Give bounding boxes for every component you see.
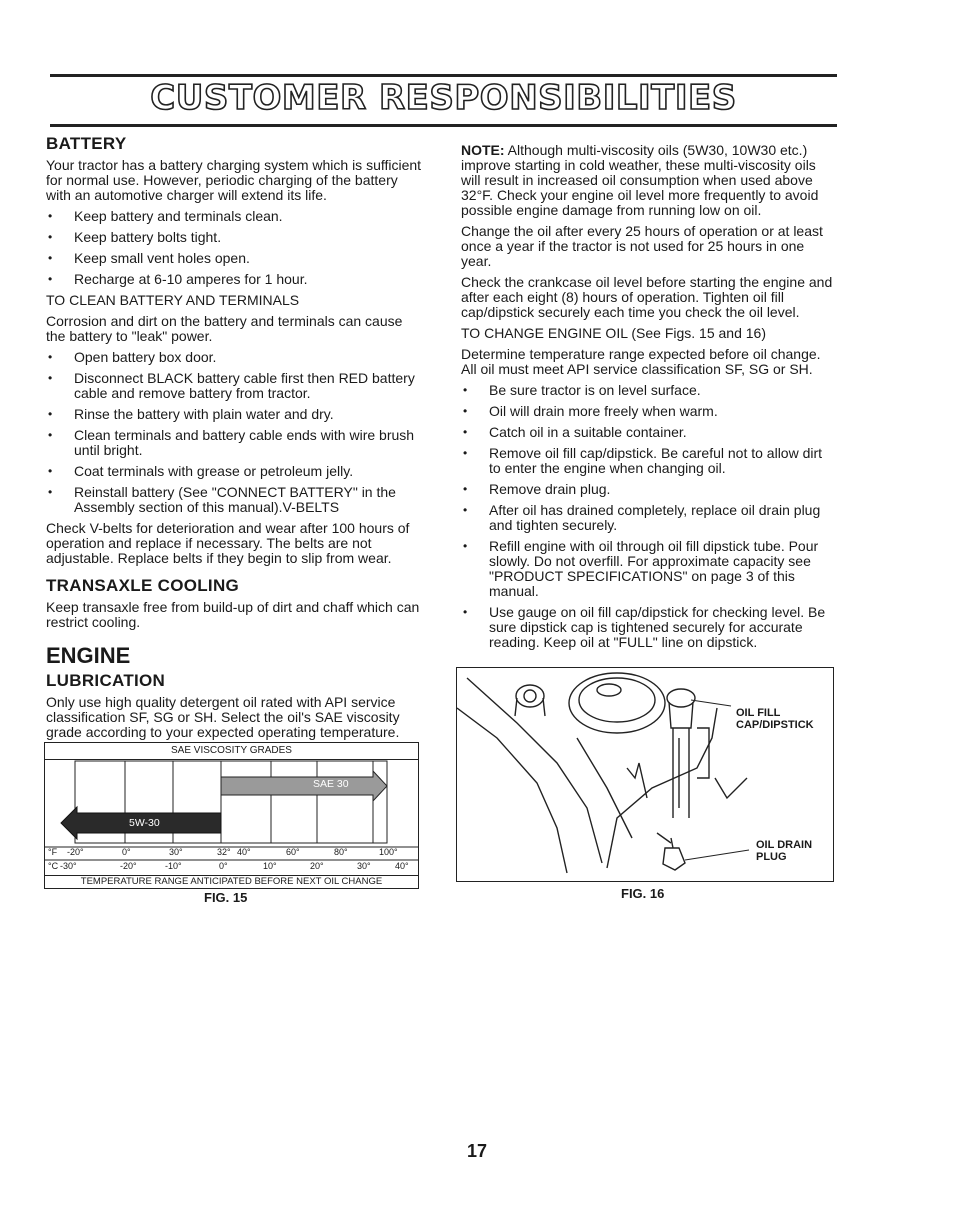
transaxle-heading: TRANSAXLE COOLING [46, 576, 240, 595]
right-column [461, 143, 837, 656]
sae30-bar [221, 771, 387, 801]
lubrication-text: Only use high quality detergent oil rated with API service classification SF, SG or SH. Select the oil's SAE viscosity grade according to your expected operating temperature. [46, 694, 400, 740]
f-tick: 80° [334, 847, 348, 857]
list-item: • Rinse the battery with plain water and dry. [46, 407, 424, 422]
oil-drain-label-line2: PLUG [756, 851, 787, 863]
celsius-unit: °C [48, 861, 59, 871]
list-item: • Keep small vent holes open. [46, 251, 424, 266]
list-item: • Recharge at 6-10 amperes for 1 hour. [46, 272, 424, 287]
left-column [46, 136, 424, 746]
f-tick: 0° [122, 847, 131, 857]
chart-header: SAE VISCOSITY GRADES [45, 743, 418, 760]
note-paragraph [461, 143, 837, 218]
battery-bullets [46, 209, 424, 287]
battery-heading: BATTERY [46, 134, 127, 153]
oil-drain-label [756, 839, 812, 863]
list-item: • Use gauge on oil fill cap/dipstick for checking level. Be sure dipstick cap is tightened securely for accurate reading. Keep oil at "FULL" line on dipstick. [461, 605, 837, 650]
fahrenheit-unit: °F [48, 847, 58, 857]
fig16-caption: FIG. 16 [621, 886, 665, 901]
page-number: 17 [466, 1141, 488, 1161]
c-tick: -10° [165, 861, 182, 871]
list-item: • Remove drain plug. [461, 482, 837, 497]
f-tick: 32° [217, 847, 231, 857]
list-item: • Be sure tractor is on level surface. [461, 383, 837, 398]
note-label: NOTE: [461, 142, 505, 158]
lubrication-heading: LUBRICATION [46, 671, 166, 690]
list-item: • Oil will drain more freely when warm. [461, 404, 837, 419]
f-tick: 100° [379, 847, 398, 857]
f-tick: -20° [67, 847, 84, 857]
list-item: • Reinstall battery (See "CONNECT BATTERY" in the Assembly section of this manual).V-BELTS [46, 485, 424, 515]
clean-heading: TO CLEAN BATTERY AND TERMINALS [46, 292, 300, 308]
engine-oil-figure [456, 667, 834, 882]
f-tick: 40° [237, 847, 251, 857]
vbelts-text: Check V-belts for deterioration and wear after 100 hours of operation and replace if necessary. The belts are not adjustable. Replace belts if they begin to slip from wear. [46, 520, 410, 566]
list-item: • Catch oil in a suitable container. [461, 425, 837, 440]
oil-fill-label-line1: OIL FILL [736, 707, 781, 719]
c-tick: 10° [263, 861, 277, 871]
list-item: • Remove oil fill cap/dipstick. Be careful not to allow dirt to enter the engine when changing oil. [461, 446, 837, 476]
5w30-label: 5W-30 [129, 817, 160, 829]
viscosity-chart [44, 742, 419, 889]
oil-fill-label-line2: CAP/DIPSTICK [736, 719, 814, 731]
change-intro: Determine temperature range expected before oil change. All oil must meet API service classification SF, SG or SH. [461, 346, 821, 377]
change-interval: Change the oil after every 25 hours of operation or at least once a year if the tractor is not used for 25 hours in one year. [461, 223, 823, 269]
sae30-label: SAE 30 [313, 778, 349, 790]
c-tick: 0° [219, 861, 228, 871]
list-item: • After oil has drained completely, replace oil drain plug and tighten securely. [461, 503, 837, 533]
c-tick: -30° [60, 861, 77, 871]
list-item: • Disconnect BLACK battery cable first then RED battery cable and remove battery from tractor. [46, 371, 424, 401]
f-tick: 60° [286, 847, 300, 857]
change-bullets [461, 383, 837, 650]
list-item: • Clean terminals and battery cable ends with wire brush until bright. [46, 428, 424, 458]
clean-intro: Corrosion and dirt on the battery and terminals can cause the battery to "leak" power. [46, 313, 403, 344]
note-text: Although multi-viscosity oils (5W30, 10W30 etc.) improve starting in cold weather, these multi-viscosity oils will result in increased oil consumption when used above 32°F. Check your engine oil level more frequently to avoid possible engine damage from running low on oil. [461, 142, 819, 218]
list-item: • Keep battery bolts tight. [46, 230, 424, 245]
top-rule [50, 74, 837, 77]
battery-intro: Your tractor has a battery charging system which is sufficient for normal use. However, periodic charging of the battery with an automotive charger will extend its life. [46, 157, 422, 203]
list-item: • Coat terminals with grease or petroleum jelly. [46, 464, 424, 479]
page-title: CUSTOMER RESPONSIBILITIES [150, 78, 737, 118]
bottom-rule [50, 124, 837, 127]
change-heading: TO CHANGE ENGINE OIL (See Figs. 15 and 16) [461, 325, 766, 341]
oil-fill-label [736, 707, 814, 731]
check-level: Check the crankcase oil level before starting the engine and after each eight (8) hours of operation. Tighten oil fill cap/dipstick securely each time you check the oil level. [461, 274, 833, 320]
list-item: • Refill engine with oil through oil fill dipstick tube. Pour slowly. Do not overfill. For approximate capacity see "PRODUCT SPECIFICATIONS" on page 3 of this manual. [461, 539, 837, 599]
c-tick: 40° [395, 861, 409, 871]
c-tick: 20° [310, 861, 324, 871]
c-tick: 30° [357, 861, 371, 871]
chart-footer: TEMPERATURE RANGE ANTICIPATED BEFORE NEXT OIL CHANGE [45, 875, 418, 888]
transaxle-text: Keep transaxle free from build-up of dirt and chaff which can restrict cooling. [46, 599, 420, 630]
f-tick: 30° [169, 847, 183, 857]
c-tick: -20° [120, 861, 137, 871]
oil-drain-label-line1: OIL DRAIN [756, 839, 813, 851]
clean-bullets [46, 350, 424, 515]
list-item: • Open battery box door. [46, 350, 424, 365]
engine-heading: ENGINE [46, 643, 131, 668]
fig15-caption: FIG. 15 [204, 890, 248, 905]
list-item: • Keep battery and terminals clean. [46, 209, 424, 224]
